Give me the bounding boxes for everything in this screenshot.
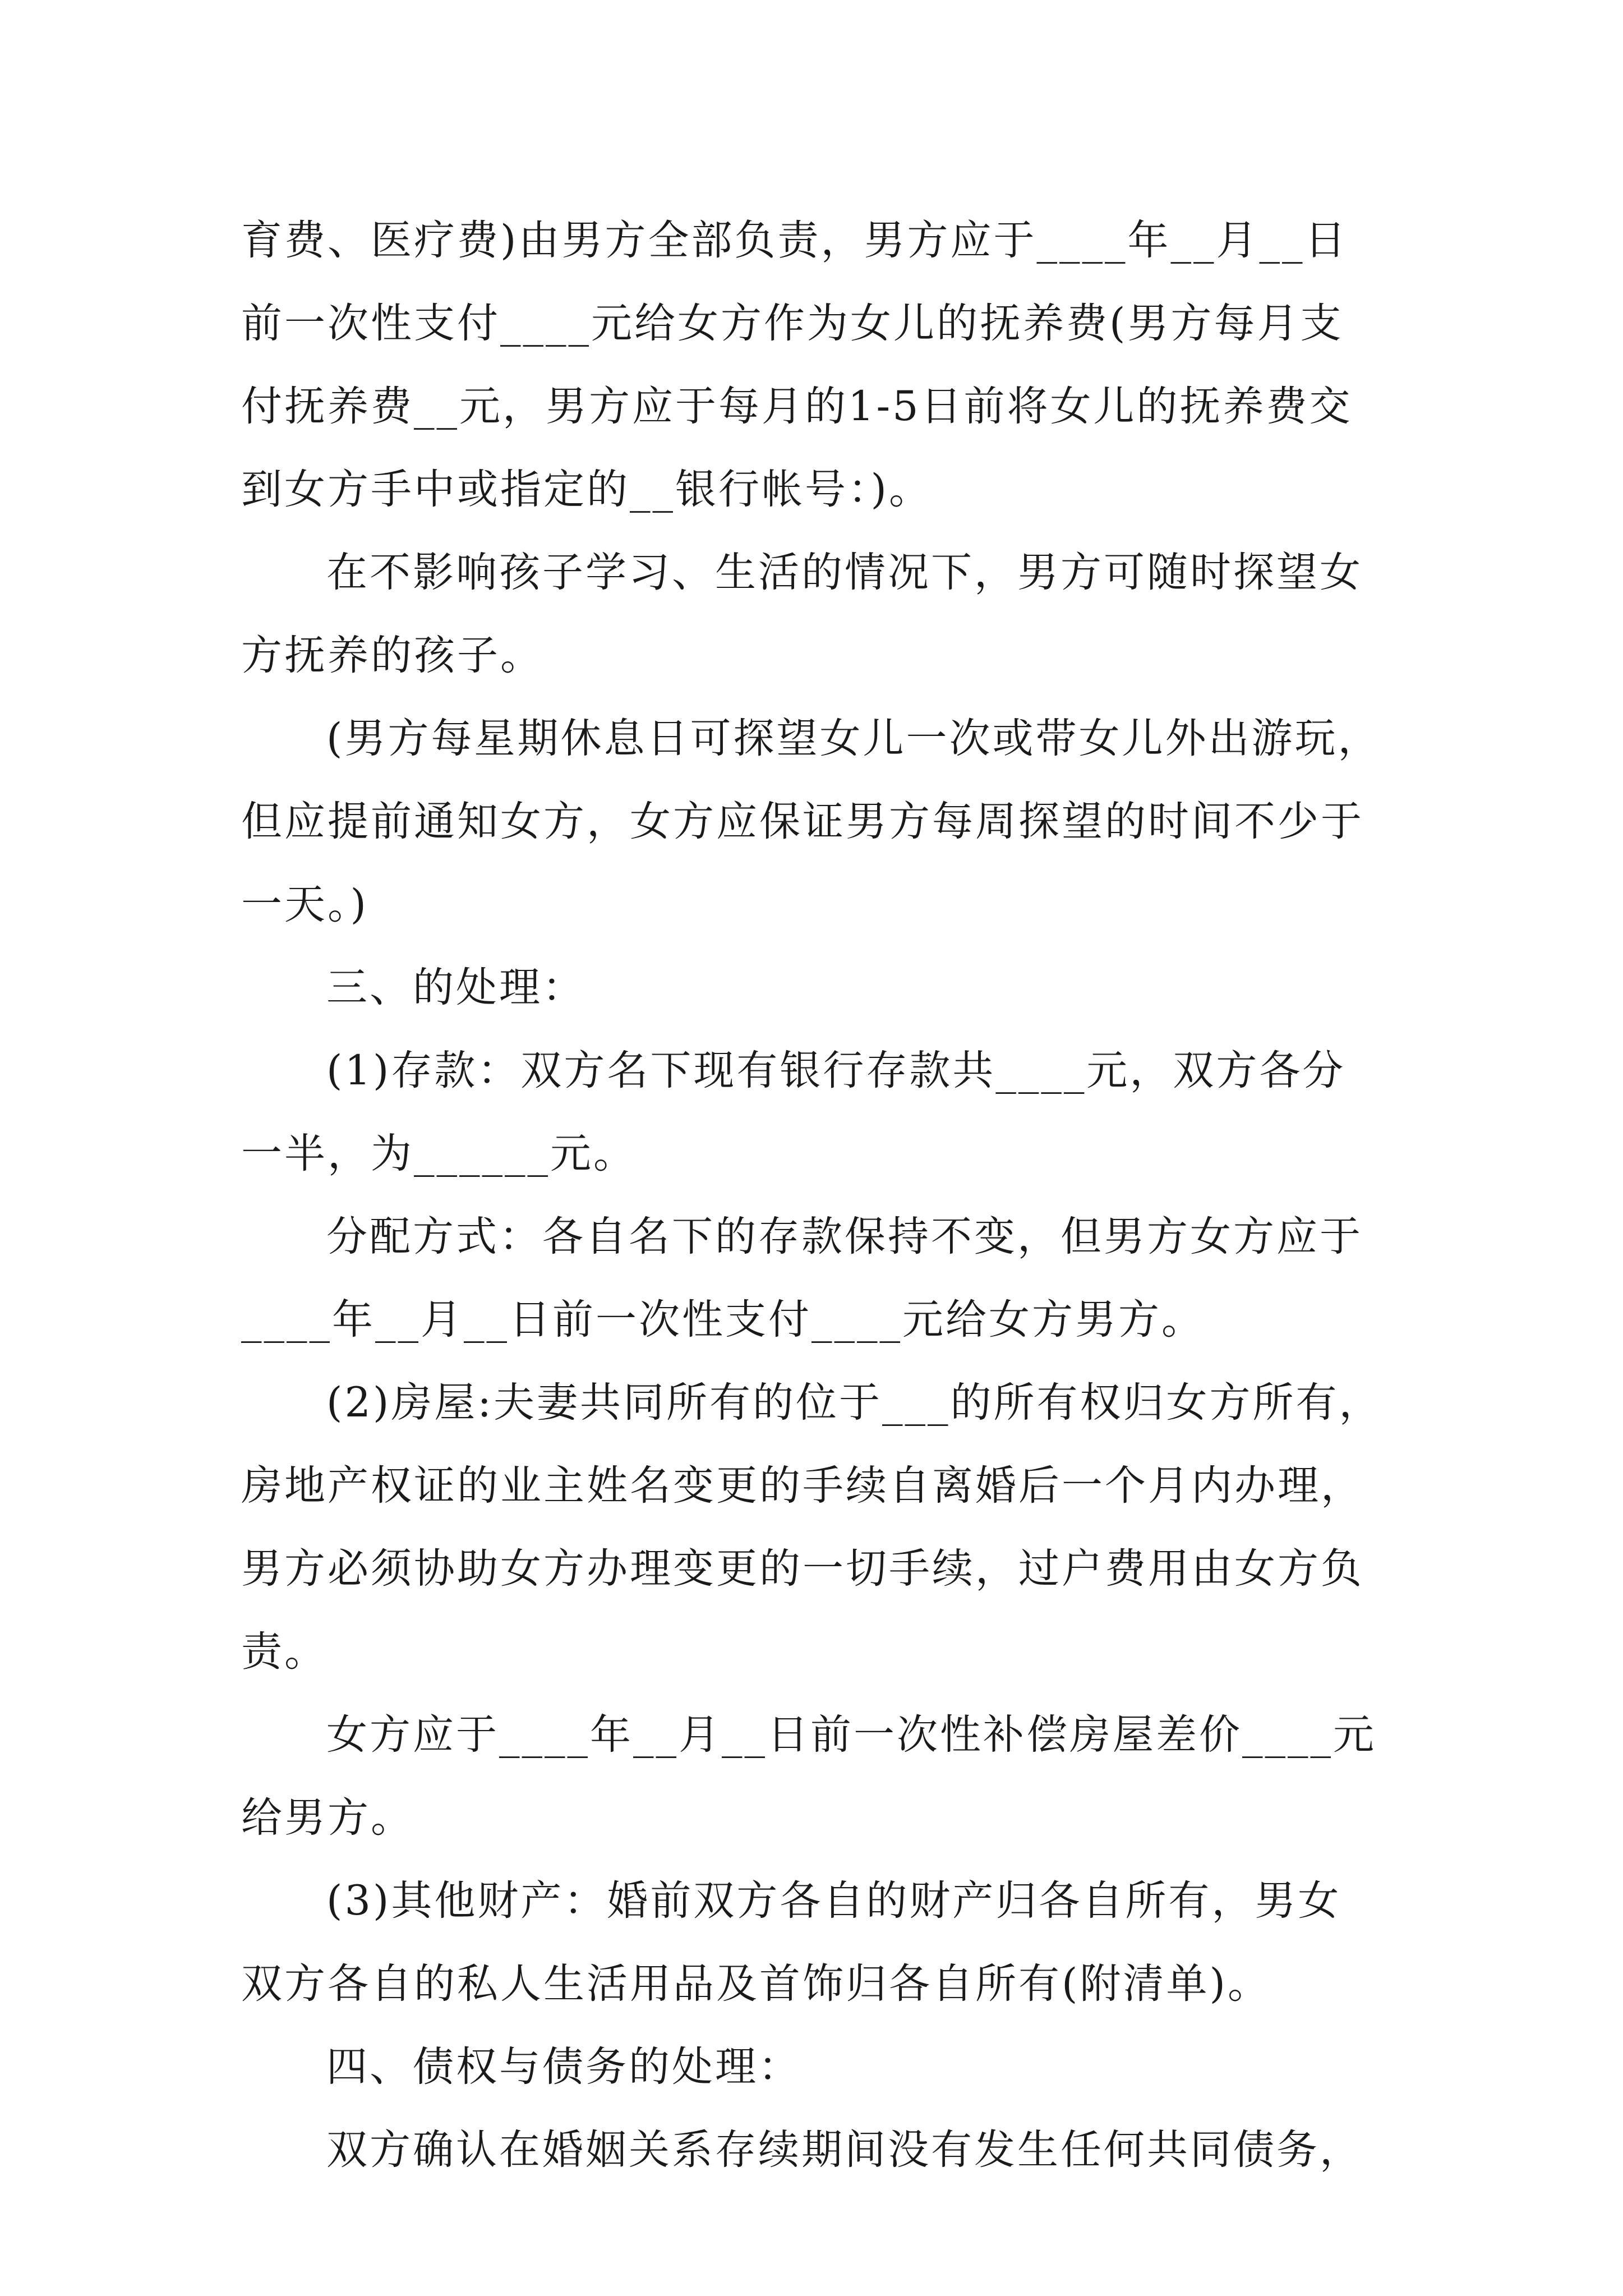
text-line: 到女方手中或指定的__银行帐号：)。 xyxy=(241,466,932,513)
text-line: 育费、医疗费)由男方全部负责，男方应于____年__月__日 xyxy=(241,217,1348,264)
text-line: (1)存款：双方名下现有银行存款共____元，双方各分 xyxy=(326,1047,1346,1094)
text-line: 付抚养费__元，男方应于每月的1-5日前将女儿的抚养费交 xyxy=(241,383,1353,430)
text-line: 但应提前通知女方，女方应保证男方每周探望的时间不少于 xyxy=(241,798,1364,845)
text-line: 责。 xyxy=(241,1628,328,1676)
text-line: 双方各自的私人生活用品及首饰归各自所有(附清单)。 xyxy=(241,1960,1271,2008)
text-line: 方抚养的孩子。 xyxy=(241,632,543,679)
text-line: 三、的处理： xyxy=(326,964,585,1011)
text-line: 给男方。 xyxy=(241,1794,414,1842)
text-line: (2)房屋:夫妻共同所有的位于___的所有权归女方所有， xyxy=(326,1379,1382,1427)
text-line: 女方应于____年__月__日前一次性补偿房屋差价____元 xyxy=(326,1711,1376,1759)
text-line: 前一次性支付____元给女方作为女儿的抚养费(男方每月支 xyxy=(241,300,1344,347)
text-line: (男方每星期休息日可探望女儿一次或带女儿外出游玩， xyxy=(326,715,1381,762)
text-line: (3)其他财产：婚前双方各自的财产归各自所有，男女 xyxy=(326,1877,1341,1925)
text-line: ____年__月__日前一次性支付____元给女方男方。 xyxy=(241,1296,1205,1343)
text-line: 分配方式：各自名下的存款保持不变，但男方女方应于 xyxy=(326,1213,1363,1260)
document-body xyxy=(241,199,1388,2192)
text-line: 男方必须协助女方办理变更的一切手续，过户费用由女方负 xyxy=(241,1545,1364,1593)
text-line: 四、债权与债务的处理： xyxy=(326,2043,801,2091)
text-line: 一半，为______元。 xyxy=(241,1130,637,1177)
text-line: 在不影响孩子学习、生活的情况下，男方可随时探望女 xyxy=(326,549,1363,596)
text-line: 房地产权证的业主姓名变更的手续自离婚后一个月内办理， xyxy=(241,1462,1364,1510)
text-line: 一天。) xyxy=(241,881,368,928)
text-line: 双方确认在婚姻关系存续期间没有发生任何共同债务， xyxy=(326,2126,1363,2174)
